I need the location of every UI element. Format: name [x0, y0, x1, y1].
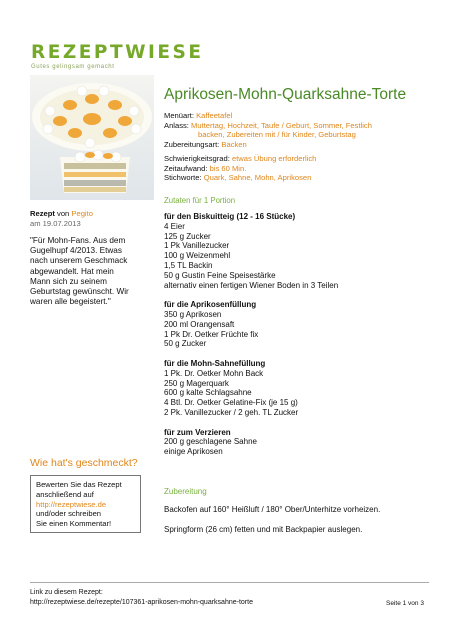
ingredient-item: 100 g Weizenmehl — [164, 251, 231, 261]
ingredient-item: 50 g Gustin Feine Speisestärke — [164, 270, 276, 280]
site-link[interactable]: http://rezeptwiese.de — [36, 499, 107, 509]
ingredient-group-aprikosen — [164, 300, 429, 349]
footer-recipe-link[interactable]: http://rezeptwiese.de/rezepte/107361-aprikosen-mohn-quarksahne-torte — [30, 599, 253, 606]
recipe-author-line: Rezept von Pegito — [30, 209, 93, 218]
ingredient-item: 250 g Magerquark — [164, 378, 229, 388]
recipe-meta-details — [164, 154, 419, 183]
time-row: Zeitaufwand: bis 60 Min. — [164, 163, 247, 173]
ingredient-item: 200 g geschlagene Sahne — [164, 437, 257, 447]
recipe-title: Aprikosen-Mohn-Quarksahne-Torte — [164, 86, 407, 103]
ingredient-item: 200 ml Orangensaft — [164, 319, 235, 329]
rating-text-4: Sie einen Kommentar! — [36, 519, 112, 529]
ingredient-item: einige Aprikosen — [164, 447, 223, 457]
menu-type-row: Menüart: Kaffeetafel — [164, 111, 233, 120]
ingredient-item: 1 Pk Vanillezucker — [164, 241, 230, 251]
ingredient-group-mohn — [164, 359, 429, 418]
portion-heading: Zutaten für 1 Portion — [164, 196, 236, 205]
ingredient-item: 4 Eier — [164, 221, 185, 231]
ingredient-item: 1 Pk. Dr. Oetker Mohn Back — [164, 368, 264, 378]
rating-text-2: anschließend auf — [36, 489, 94, 499]
preparation-step: Springform (26 cm) fetten und mit Backpapier auslegen. — [164, 524, 363, 534]
ingredient-item: 2 Pk. Vanillezucker / 2 geh. TL Zucker — [164, 407, 299, 417]
difficulty-row: Schwierigkeitsgrad: etwas Übung erforderlich — [164, 154, 317, 163]
logo-tagline: Gutes gelingsam gemacht — [31, 64, 115, 70]
ingredient-item: 4 Btl. Dr. Oetker Gelatine-Fix (je 15 g) — [164, 398, 298, 408]
footer-divider — [30, 582, 429, 583]
author-link[interactable]: Pegito — [71, 209, 93, 218]
recipe-photo — [30, 75, 154, 200]
ingredient-group-title: für den Biskuitteig (12 - 16 Stücke) — [164, 212, 296, 221]
footer-label: Link zu diesem Rezept: — [30, 589, 103, 596]
preparation-step: Backofen auf 160° Heißluft / 180° Ober/Unterhitze vorheizen. — [164, 505, 381, 514]
ingredient-item: 350 g Aprikosen — [164, 309, 222, 319]
recipe-date: am 19.07.2013 — [30, 219, 81, 228]
occasion-row: Anlass: Muttertag, Hochzeit, Taufe / Geburt, Sommer, Festlich — [164, 120, 372, 130]
ingredient-item: 1 Pk Dr. Oetker Früchte fix — [164, 329, 259, 339]
rating-text-1: Bewerten Sie das Rezept — [36, 480, 122, 489]
ingredient-group-biskuit — [164, 212, 429, 290]
page-number: Seite 1 von 3 — [386, 600, 424, 607]
ingredient-item: 1,5 TL Backin — [164, 260, 213, 270]
ingredients-list — [164, 212, 429, 467]
rating-heading: Wie hat's geschmeckt? — [30, 457, 138, 469]
preparation-heading: Zubereitung — [164, 487, 207, 496]
ingredient-group-title: für die Mohn-Sahnefüllung — [164, 358, 266, 368]
ingredient-item: 125 g Zucker — [164, 231, 211, 241]
ingredient-item: 50 g Zucker — [164, 339, 207, 349]
prep-type-row: Zubereitungsart: Backen — [164, 139, 247, 149]
logo-wordmark: REZEPTWIESE — [31, 42, 204, 63]
preparation-steps — [164, 505, 404, 545]
ingredient-group-title: für die Aprikosenfüllung — [164, 300, 257, 310]
occasion-row-cont: backen, Zubereiten mit / für Kinder, Geburtstag — [198, 130, 356, 140]
keywords-row: Stichworte: Quark, Sahne, Mohn, Aprikosen — [164, 173, 312, 183]
ingredient-item: alternativ einen fertigen Wiener Boden in 3 Teilen — [164, 280, 339, 290]
rating-box — [30, 475, 141, 533]
ingredient-group-verzieren — [164, 428, 429, 457]
ingredient-group-title: für zum Verzieren — [164, 427, 231, 437]
recipe-quote: "Für Mohn-Fans. Aus dem Gugelhupf 4/2013. Etwas nach unserem Geschmack abgewandelt. Hat mein Mann sich zu seinem Geburtstag gewünscht. Wir waren alle begeistert." — [30, 236, 129, 307]
cake-image — [30, 75, 154, 200]
rating-text-3: und/oder schreiben — [36, 509, 102, 519]
recipe-meta-categories — [164, 111, 419, 149]
site-logo — [31, 42, 204, 70]
ingredient-item: 600 g kalte Schlagsahne — [164, 388, 252, 398]
